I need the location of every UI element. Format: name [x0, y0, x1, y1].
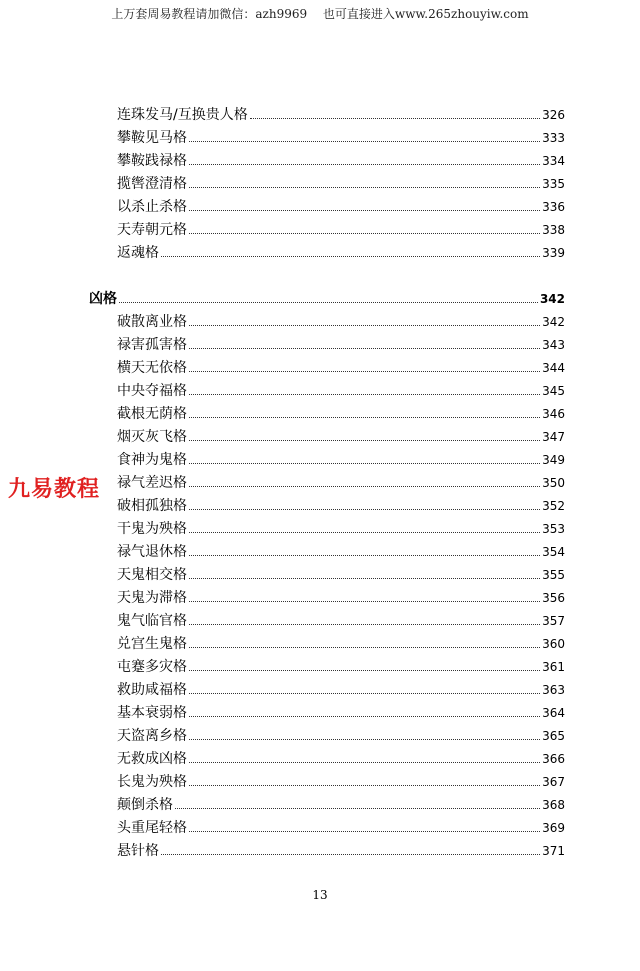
dot-leader [189, 577, 540, 579]
toc-entry-page: 369 [542, 821, 565, 835]
toc-entry-page: 346 [542, 407, 565, 421]
toc-entry-page: 365 [542, 729, 565, 743]
toc-entry-title: 以杀止杀格 [117, 199, 187, 215]
dot-leader [189, 623, 540, 625]
toc-entry-title: 干鬼为殃格 [117, 521, 187, 537]
toc-entry-page: 349 [542, 453, 565, 467]
toc-entry[interactable] [117, 610, 565, 630]
toc-entry[interactable] [117, 357, 565, 377]
toc-entry-page: 334 [542, 154, 565, 168]
dot-leader [189, 186, 540, 188]
dot-leader [189, 508, 540, 510]
toc-entry[interactable] [117, 311, 565, 331]
toc-entry[interactable] [117, 587, 565, 607]
toc-entry[interactable] [117, 541, 565, 561]
toc-entry[interactable] [117, 150, 565, 170]
toc-entry-page: 350 [542, 476, 565, 490]
toc-entry-page: 326 [542, 108, 565, 122]
toc-entry-page: 357 [542, 614, 565, 628]
toc-entry[interactable] [117, 748, 565, 768]
toc-entry-title: 天寿朝元格 [117, 222, 187, 238]
toc-entry[interactable] [117, 196, 565, 216]
dot-leader [175, 807, 540, 809]
toc-entry-title: 悬针格 [117, 843, 159, 859]
toc-entry-title: 天鬼相交格 [117, 567, 187, 583]
dot-leader [189, 416, 540, 418]
dot-leader [189, 738, 540, 740]
toc-entry-title: 禄气退休格 [117, 544, 187, 560]
toc-entry[interactable] [117, 242, 565, 262]
dot-leader [189, 669, 540, 671]
toc-entry-page: 335 [542, 177, 565, 191]
dot-leader [189, 232, 540, 234]
toc-entry-page: 352 [542, 499, 565, 513]
toc-entry-page: 342 [542, 315, 565, 329]
toc-entry-page: 354 [542, 545, 565, 559]
dot-leader [189, 209, 540, 211]
toc-entry-title: 横天无依格 [117, 360, 187, 376]
toc-entry[interactable] [117, 380, 565, 400]
dot-leader [189, 600, 540, 602]
toc-entry[interactable] [117, 771, 565, 791]
toc-entry-title: 长鬼为殃格 [117, 774, 187, 790]
toc-entry-title: 连珠发马/互换贵人格 [117, 107, 248, 123]
dot-leader [161, 853, 540, 855]
toc-entry-title: 天盗离乡格 [117, 728, 187, 744]
toc-entry-title: 鬼气临官格 [117, 613, 187, 629]
dot-leader [189, 347, 540, 349]
toc-entry[interactable] [117, 794, 565, 814]
toc-entry[interactable] [117, 173, 565, 193]
dot-leader [189, 324, 540, 326]
toc-entry[interactable] [117, 334, 565, 354]
toc-entry[interactable] [117, 127, 565, 147]
toc-entry-title: 兑宫生鬼格 [117, 636, 187, 652]
toc-entry-title: 攀鞍见马格 [117, 130, 187, 146]
toc-entry-title: 破相孤独格 [117, 498, 187, 514]
toc-entry[interactable] [117, 633, 565, 653]
toc-entry[interactable] [117, 679, 565, 699]
dot-leader [189, 439, 540, 441]
toc-entry[interactable] [117, 219, 565, 239]
toc-entry-page: 336 [542, 200, 565, 214]
toc-entry[interactable] [117, 104, 565, 124]
toc-entry-title: 返魂格 [117, 245, 159, 261]
watermark-logo: 九易教程 [8, 477, 101, 502]
dot-leader [161, 255, 540, 257]
toc-entry[interactable] [117, 840, 565, 860]
dot-leader [189, 140, 540, 142]
toc-entry-title: 破散离业格 [117, 314, 187, 330]
dot-leader [189, 163, 540, 165]
toc-entry[interactable] [117, 817, 565, 837]
toc-entry-title: 颠倒杀格 [117, 797, 173, 813]
dot-leader [250, 117, 540, 119]
toc-entry[interactable] [117, 656, 565, 676]
toc-entry-page: 342 [539, 292, 565, 306]
page-header: 上万套周易教程请加微信：azh9969 也可直接进入www.265zhouyiw.com [111, 7, 529, 21]
toc-section-heading[interactable] [89, 288, 565, 308]
toc-entry[interactable] [117, 403, 565, 423]
toc-entry-title: 禄气差迟格 [117, 475, 187, 491]
toc-entry-title: 截根无荫格 [117, 406, 187, 422]
toc-entry[interactable] [117, 449, 565, 469]
toc-entry-page: 333 [542, 131, 565, 145]
dot-leader [189, 531, 540, 533]
toc-entry-title: 攀鞍践禄格 [117, 153, 187, 169]
toc-entry-title: 屯蹇多灾格 [117, 659, 187, 675]
toc-entry-page: 356 [542, 591, 565, 605]
toc-entry[interactable] [117, 472, 565, 492]
toc-entry-page: 366 [542, 752, 565, 766]
toc-entry-title: 救助咸福格 [117, 682, 187, 698]
toc-entry-page: 344 [542, 361, 565, 375]
toc-entry-page: 338 [542, 223, 565, 237]
toc-entry-title: 食神为鬼格 [117, 452, 187, 468]
dot-leader [189, 462, 540, 464]
toc-entry-page: 339 [542, 246, 565, 260]
toc-entry-title: 头重尾轻格 [117, 820, 187, 836]
toc-entry-page: 347 [542, 430, 565, 444]
dot-leader [189, 830, 540, 832]
toc-entry[interactable] [117, 518, 565, 538]
dot-leader [189, 485, 540, 487]
toc-entry-page: 353 [542, 522, 565, 536]
toc-entry-page: 367 [542, 775, 565, 789]
toc-entry-title: 禄害孤害格 [117, 337, 187, 353]
toc-entry-page: 345 [542, 384, 565, 398]
page-number: 13 [312, 888, 328, 902]
dot-leader [189, 646, 540, 648]
toc-entry[interactable] [117, 725, 565, 745]
toc-entry-page: 363 [542, 683, 565, 697]
toc-entry-title: 中央夺福格 [117, 383, 187, 399]
toc-entry[interactable] [117, 702, 565, 722]
dot-leader [189, 554, 540, 556]
toc-entry-page: 355 [542, 568, 565, 582]
toc-entry-page: 343 [542, 338, 565, 352]
dot-leader [189, 784, 540, 786]
toc-entry-title: 天鬼为滞格 [117, 590, 187, 606]
dot-leader [189, 370, 540, 372]
toc-entry-title: 无救成凶格 [117, 751, 187, 767]
dot-leader [189, 715, 540, 717]
toc-entry-page: 371 [542, 844, 565, 858]
toc-entry[interactable] [117, 426, 565, 446]
toc-entry-title: 烟灭灰飞格 [117, 429, 187, 445]
toc-entry-title: 揽辔澄清格 [117, 176, 187, 192]
toc-entry-page: 360 [542, 637, 565, 651]
dot-leader [189, 692, 540, 694]
toc-entry[interactable] [117, 495, 565, 515]
dot-leader [119, 301, 538, 303]
dot-leader [189, 393, 540, 395]
toc-entry-page: 364 [542, 706, 565, 720]
dot-leader [189, 761, 540, 763]
toc-entry[interactable] [117, 564, 565, 584]
toc-entry-title: 基本衰弱格 [117, 705, 187, 721]
toc-entry-page: 368 [542, 798, 565, 812]
toc-entry-title: 凶格 [89, 291, 117, 307]
toc-entry-page: 361 [542, 660, 565, 674]
